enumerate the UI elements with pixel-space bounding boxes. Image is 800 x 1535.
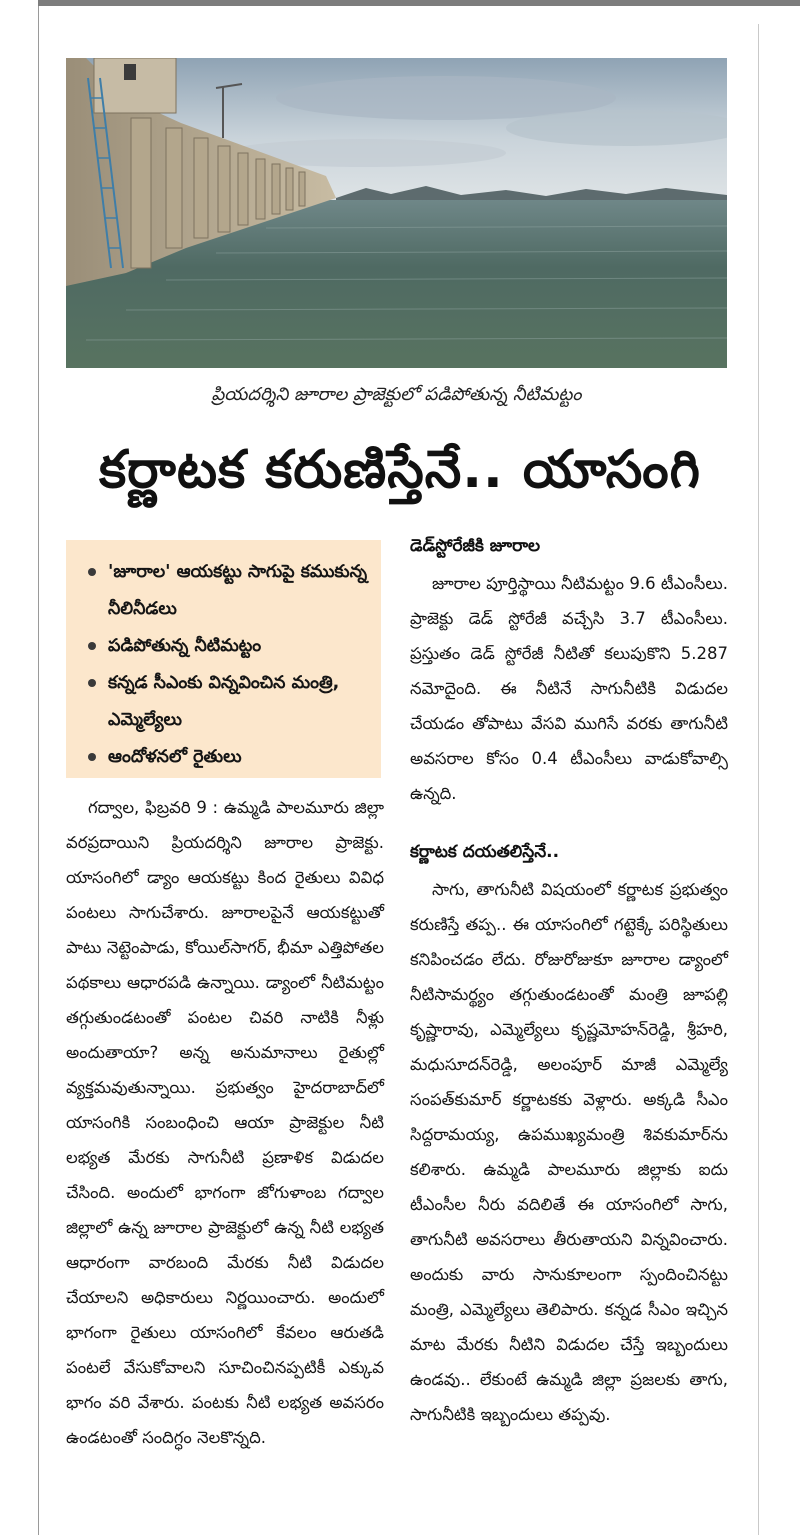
highlight-item: ఆందోళనలో రైతులు (82, 739, 369, 776)
highlights-box (66, 540, 381, 778)
article-body-left (66, 790, 384, 1455)
bullet-icon (88, 753, 96, 761)
bullet-icon (88, 642, 96, 650)
highlight-item: 'జూరాల' ఆయకట్టు సాగుపై కముకున్న నీలినీడలు (82, 554, 369, 628)
highlight-item: కన్నడ సీఎంకు విన్నవించిన మంత్రి, ఎమ్మెల్యేలు (82, 665, 369, 739)
body-paragraph: గద్వాల, ఫిబ్రవరి 9 : ఉమ్మడి పాలమూరు జిల్లా వరప్రదాయిని ప్రియదర్శిని జూరాల ప్రాజెక్టు. యాసంగిలో డ్యాం ఆయకట్టు కింద రైతులు వివిధ పంటలు సాగుచేశారు. జూరాలపైనే ఆయకట్టుతో పాటు నెట్టెంపాడు, కోయిల్‌సాగర్, భీమా ఎత్తిపోతల పథకాలు ఆధారపడి ఉన్నాయి. డ్యాంలో నీటిమట్టం తగ్గుతుండటంతో పంటల చివరి నాటికి నీళ్లు అందుతాయా? అన్న అనుమానాలు రైతుల్లో వ్యక్తమవుతున్నాయి. ప్రభుత్వం హైదరాబాద్‌లో యాసంగికి సంబంధించి ఆయా ప్రాజెక్టుల నీటి లభ్యత మేరకు సాగునీటి ప్రణాళిక విడుదల చేసింది. అందులో భాగంగా జోగుళాంబ గద్వాల జిల్లాలో ఉన్న జూరాల ప్రాజెక్టులో ఉన్న నీటి లభ్యత ఆధారంగా వారబంది మేరకు నీటి విడుదల చేయాలని అధికారులు నిర్ణయించారు. అందులో భాగంగా రైతులు యాసంగిలో కేవలం ఆరుతడి పంటలే వేసుకోవాలని సూచించినప్పటికీ ఎక్కువ భాగం వరి వేశారు. పంటకు నీటి లభ్యత అవసరం ఉండటంతో సందిగ్ధం నెలకొన్నది. (66, 798, 384, 1447)
section-paragraph: జూరాల పూర్తిస్థాయి నీటిమట్టం 9.6 టీఎంసీలు. ప్రాజెక్టు డెడ్ స్టోరేజీ వచ్చేసి 3.7 టీఎంసీలు. ప్రస్తుతం డెడ్ స్టోరేజీ నీటితో కలుపుకొని 5.287 నమోదైంది. ఈ నీటినే సాగునీటికి విడుదల చేయడం తోపాటు వేసవి ముగిసే వరకు తాగునీటి అవసరాల కోసం 0.4 టీఎంసీలు వాడుకోవాల్సి ఉన్నది. (410, 574, 728, 803)
bullet-icon (88, 568, 96, 576)
subheading-karnataka: కర్ణాటక దయతలిస్తేనే.. (410, 842, 560, 862)
top-border (38, 0, 800, 6)
subheading-dead-storage: డెడ్‌స్టోరేజీకి జూరాల (410, 536, 541, 556)
left-border (38, 6, 39, 1535)
right-border (758, 24, 759, 1535)
dam-photo (66, 58, 727, 368)
article-section-karnataka (410, 872, 728, 1432)
bullet-icon (88, 679, 96, 687)
highlight-item: పడిపోతున్న నీటిమట్టం (82, 628, 369, 665)
headline: కర్ణాటక కరుణిస్తేనే.. యాసంగి (99, 440, 701, 500)
article-section-dead-storage (410, 566, 728, 811)
photo-caption: ప్రియదర్శిని జూరాల ప్రాజెక్టులో పడిపోతున్న నీటిమట్టం (211, 384, 582, 405)
section-paragraph: సాగు, తాగునీటి విషయంలో కర్ణాటక ప్రభుత్వం కరుణిస్తే తప్ప.. ఈ యాసంగిలో గట్టెక్కే పరిస్థితులు కనిపించడం లేదు. రోజురోజుకూ జూరాల డ్యాంలో నీటిసామర్థ్యం తగ్గుతుండటంతో మంత్రి జూపల్లి కృష్ణారావు, ఎమ్మెల్యేలు కృష్ణమోహన్‌రెడ్డి, శ్రీహరి, మధుసూదన్‌రెడ్డి, అలంపూర్ మాజీ ఎమ్మెల్యే సంపత్‌కుమార్ కర్ణాటకకు వెళ్లారు. అక్కడి సీఎం సిద్దరామయ్య, ఉపముఖ్యమంత్రి శివకుమార్‌ను కలిశారు. ఉమ్మడి పాలమూరు జిల్లాకు ఐదు టీఎంసీల నీరు వదిలితే ఈ యాసంగిలో సాగు, తాగునీటి అవసరాలు తీరుతాయని విన్నవించారు. అందుకు వారు సానుకూలంగా స్పందించినట్టు మంత్రి, ఎమ్మెల్యేలు తెలిపారు. కన్నడ సీఎం ఇచ్చిన మాట మేరకు నీటిని విడుదల చేస్తే ఇబ్బందులు ఉండవు.. లేకుంటే ఉమ్మడి జిల్లా ప్రజలకు తాగు, సాగునీటికి ఇబ్బందులు తప్పవు. (410, 880, 728, 1424)
